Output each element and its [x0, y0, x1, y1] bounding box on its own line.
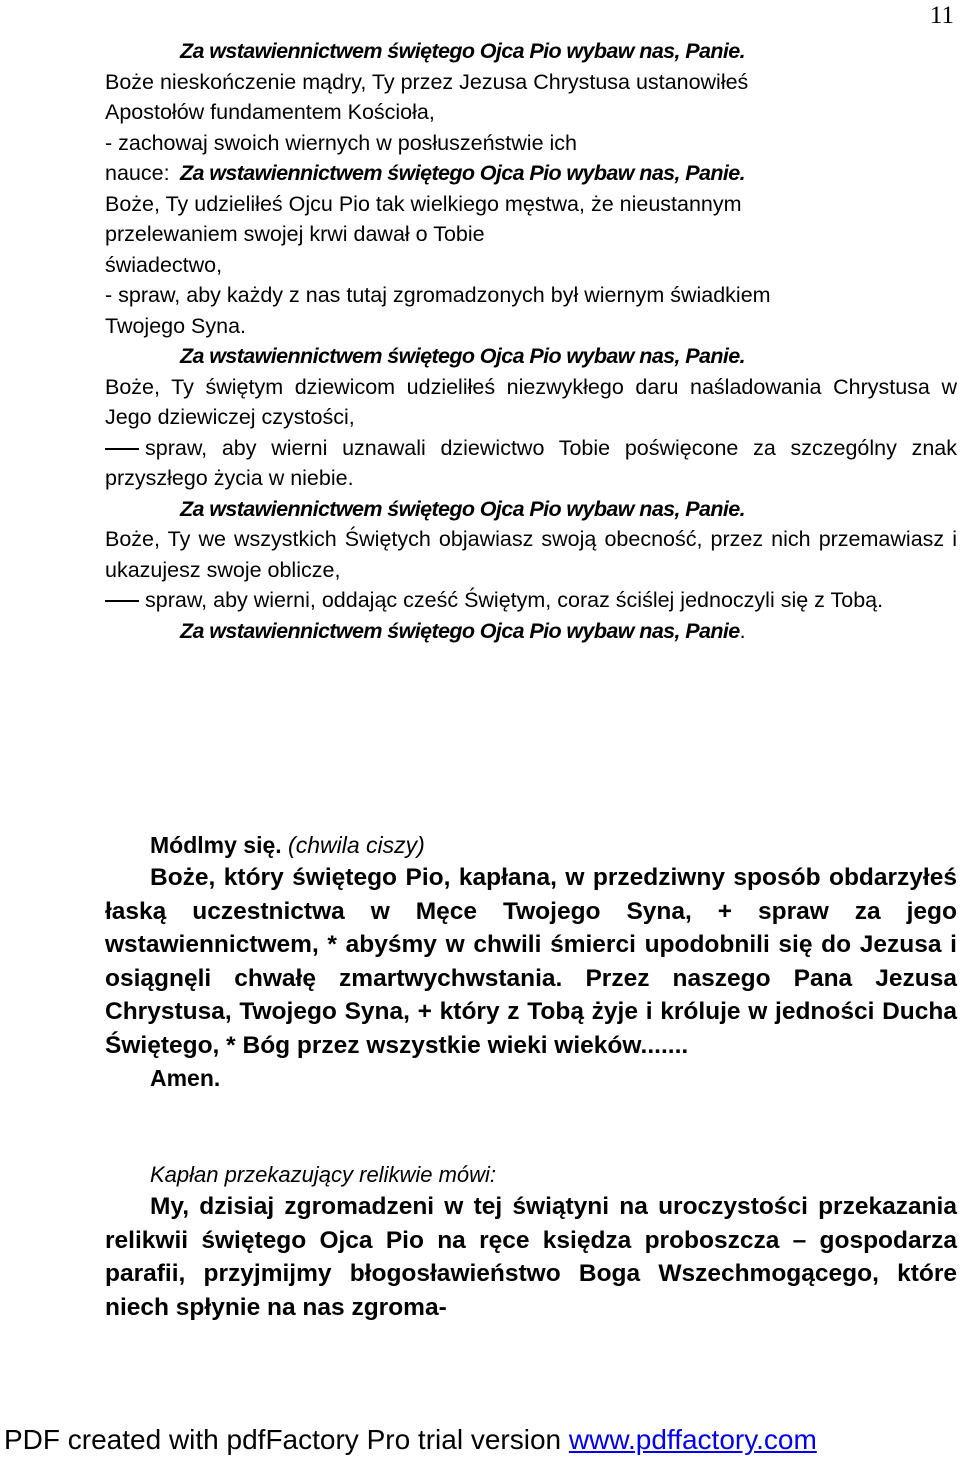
- petition-1-line-2: Apostołów fundamentem Kościoła,: [105, 100, 435, 124]
- petition-1-line-4: nauce:: [105, 161, 170, 185]
- petition-4-ending-text: spraw, aby wierni, oddając cześć Świętym, coraz ściślej jednoczyli się z Tobą.: [145, 588, 884, 612]
- page-number: 11: [929, 2, 954, 29]
- collect-invite: Módlmy się.: [150, 832, 282, 858]
- petition-2-line-3: świadectwo,: [105, 252, 223, 277]
- petition-1-line-3: - zachowaj swoich wiernych w posłuszeństwie ich: [105, 130, 577, 155]
- petition-2-line-1: Boże, Ty udzieliłeś Ojcu Pio tak wielkiego męstwa, że nieustannym: [105, 191, 742, 216]
- petition-2-line-2: przelewaniem swojej krwi dawał o Tobie: [105, 222, 485, 246]
- pdf-footer: [4, 1422, 817, 1458]
- footer-text: PDF created with pdfFactory Pro trial version: [4, 1424, 569, 1455]
- response-last-dot: .: [739, 618, 746, 643]
- response-last-text: Za wstawiennictwem świętego Ojca Pio wybaw nas, Panie: [180, 618, 740, 643]
- petition-3-ending-text: spraw, aby wierni uznawali dziewictwo Tobie poświęcone za szczególny znak przyszłego życia w niebie.: [105, 435, 957, 490]
- footer-link[interactable]: www.pdffactory.com: [568, 1424, 817, 1455]
- petition-2-line-5: Twojego Syna.: [105, 313, 247, 338]
- response-line: Za wstawiennictwem świętego Ojca Pio wybaw nas, Panie.: [180, 496, 746, 521]
- response-line: Za wstawiennictwem świętego Ojca Pio wybaw nas, Panie.: [180, 161, 746, 185]
- collect-amen: Amen.: [150, 1065, 221, 1091]
- relic-section: [105, 1160, 957, 1324]
- petitions-section: [105, 36, 957, 646]
- collect-invite-line: [105, 829, 957, 861]
- dash-mark: [105, 600, 139, 602]
- response-line-last: [105, 616, 957, 647]
- response-line: Za wstawiennictwem świętego Ojca Pio wybaw nas, Panie.: [180, 344, 746, 368]
- petition-4-intro: Boże, Ty we wszystkich Świętych objawiasz swoją obecność, przez nich przemawiasz i ukazujesz swoje oblicze,: [105, 527, 957, 582]
- petition-3-ending: [105, 433, 957, 494]
- response-line: Za wstawiennictwem świętego Ojca Pio wybaw nas, Panie.: [180, 39, 746, 63]
- dash-mark: [105, 448, 139, 450]
- petition-2-line-4: - spraw, aby każdy z nas tutaj zgromadzonych był wiernym świadkiem: [105, 283, 771, 307]
- relic-rubric: Kapłan przekazujący relikwie mówi:: [150, 1162, 497, 1187]
- petition-4-ending: [105, 585, 957, 616]
- relic-text: My, dzisiaj zgromadzeni w tej świątyni na uroczystości przekazania relikwii świętego Ojca Pio na ręce księdza proboszcza – gospodarza parafii, przyjmijmy błogosławieństwo Boga Wszechmogącego, które niech spłynie na nas zgroma-: [105, 1193, 957, 1321]
- collect-section: [105, 829, 957, 1096]
- petition-3-intro: Boże, Ty świętym dziewicom udzieliłeś niezwykłego daru naśladowania Chrystusa w Jego dziewiczej czystości,: [105, 374, 957, 429]
- collect-text: Boże, który świętego Pio, kapłana, w przedziwny sposób obdarzyłeś łaską uczestnictwa w Męce Twojego Syna, + spraw za jego wstawiennictwem, * abyśmy w chwili śmierci upodobnili się do Jezusa i osiągnęli chwałę zmartwychwstania. Przez naszego Pana Jezusa Chrystusa, Twojego Syna, + który z Tobą żyje i króluje w jedności Ducha Świętego, * Bóg przez wszystkie wieki wieków.......: [105, 864, 957, 1059]
- collect-silence: (chwila ciszy): [288, 832, 425, 858]
- petition-1-line-1: Boże nieskończenie mądry, Ty przez Jezusa Chrystusa ustanowiłeś: [105, 69, 749, 94]
